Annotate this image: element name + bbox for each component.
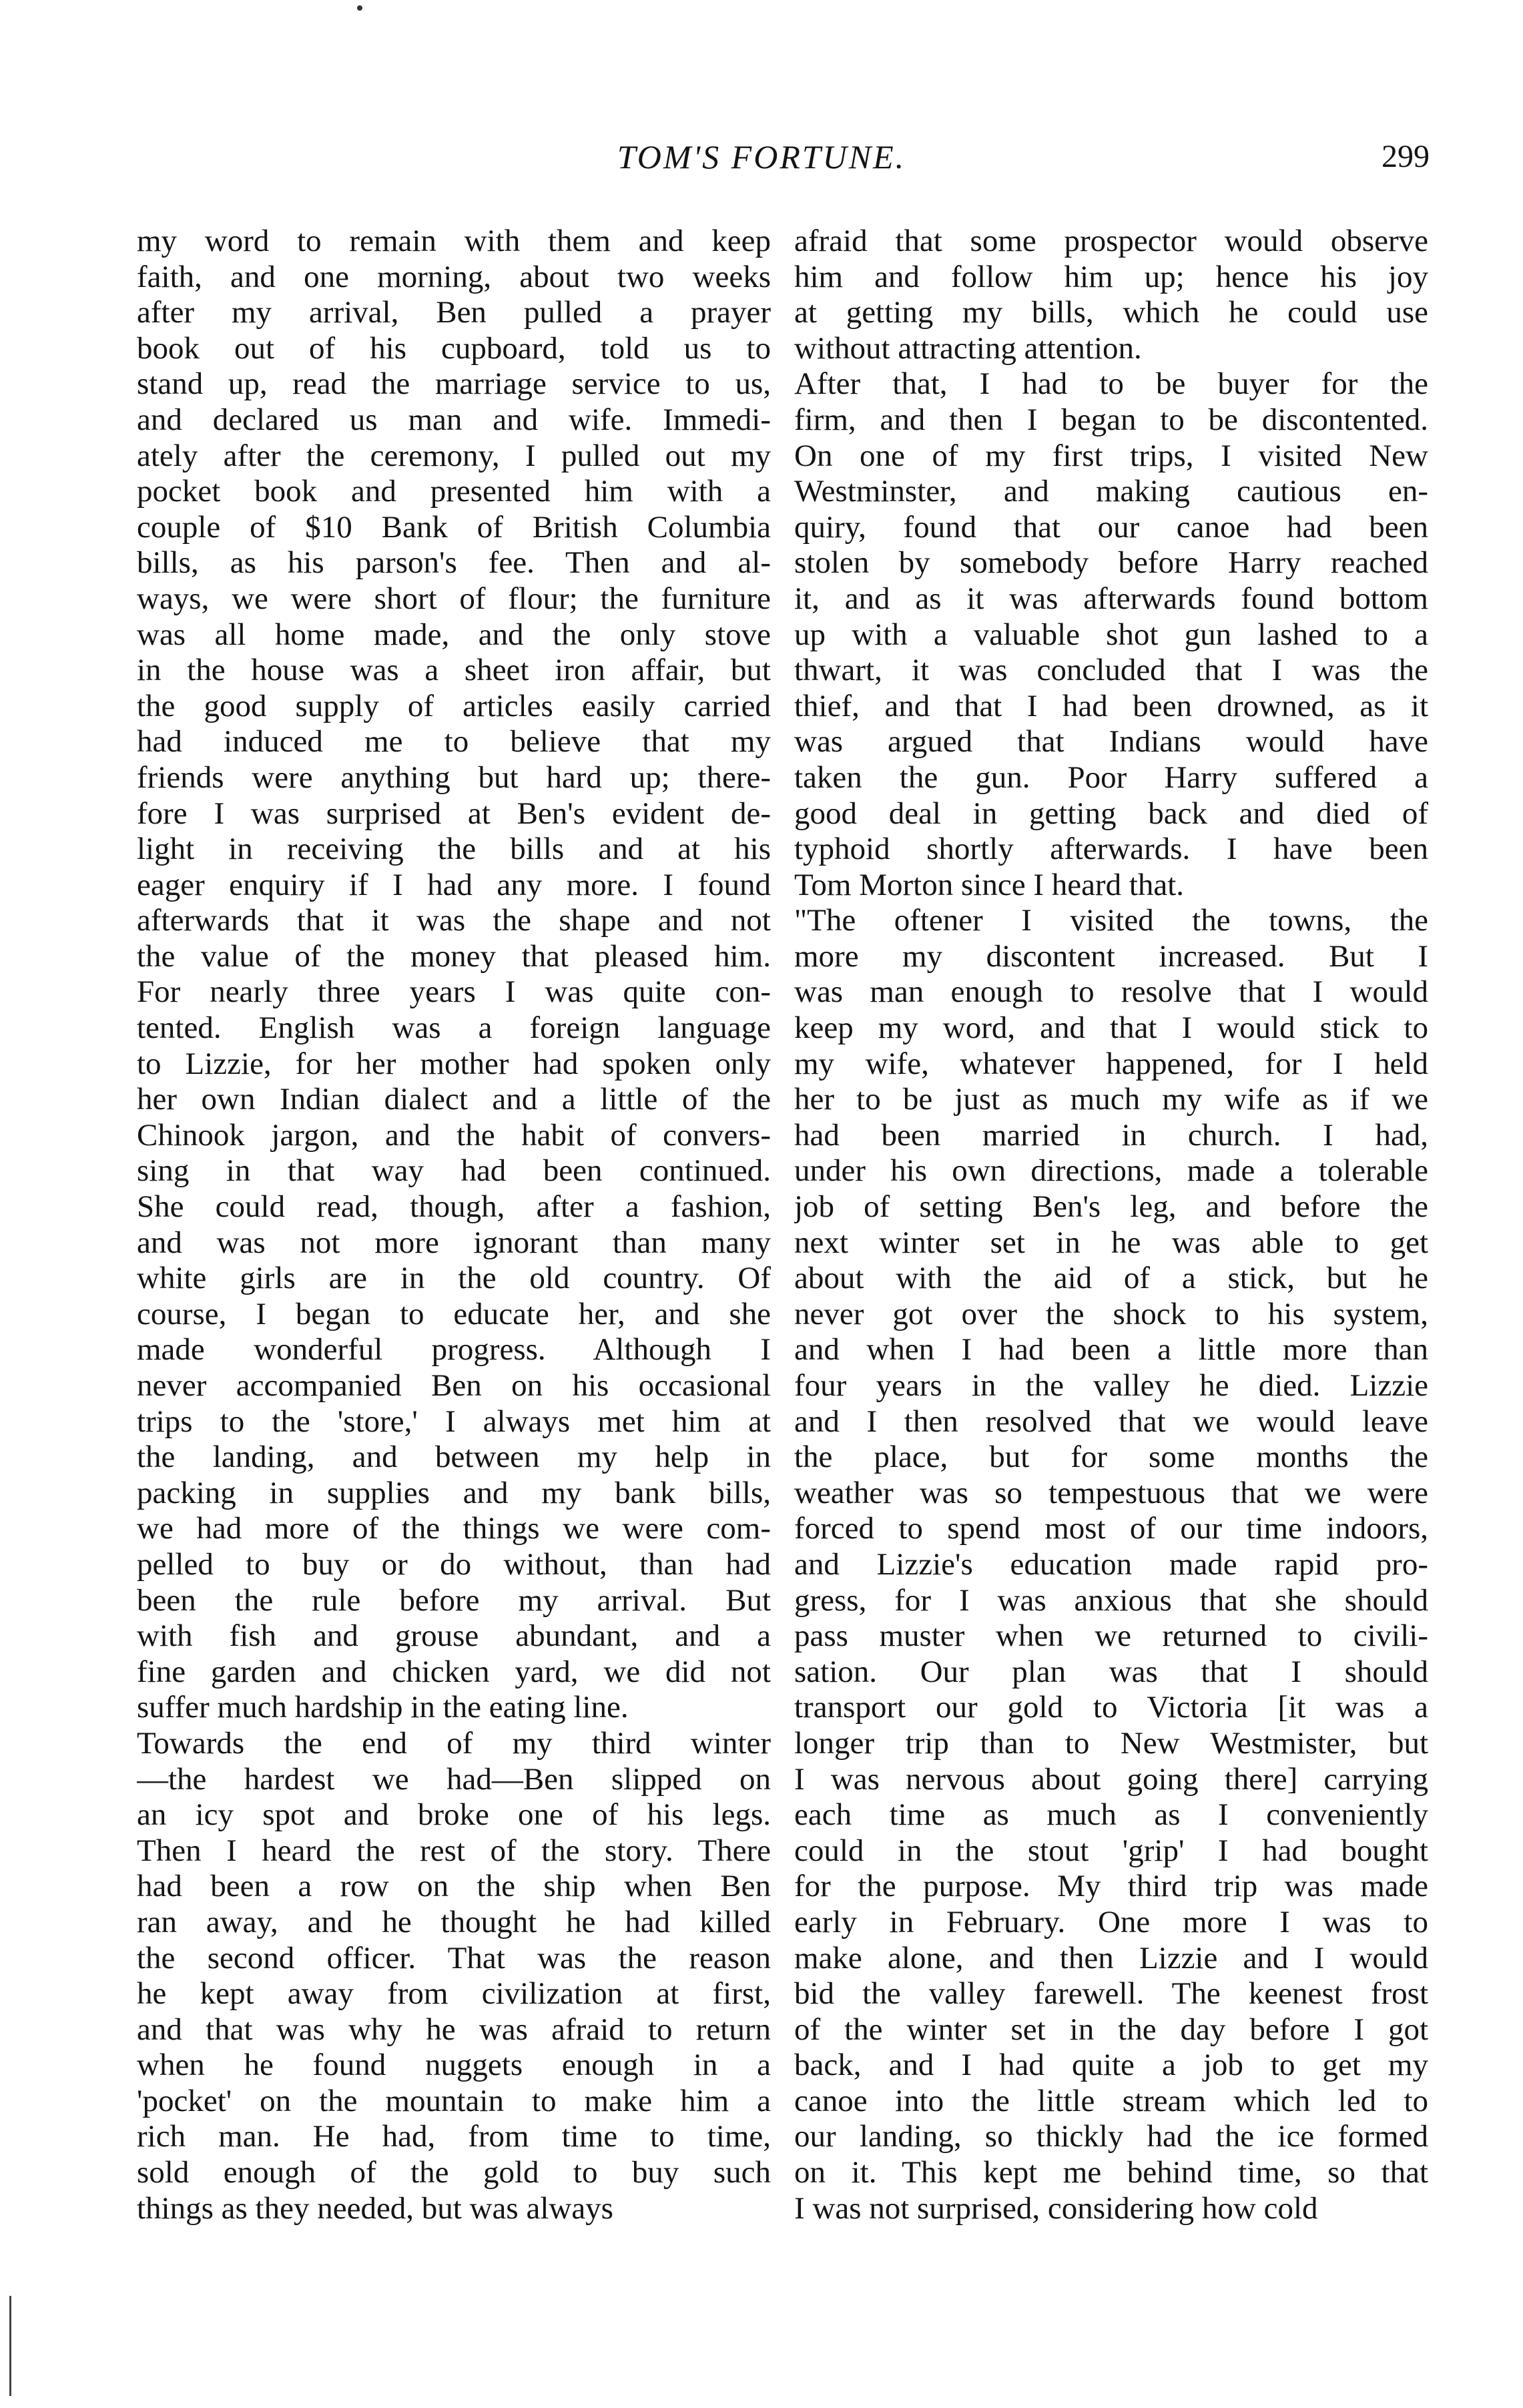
text-line: next winter set in he was able to get xyxy=(794,1225,1428,1260)
text-line: white girls are in the old country. Of xyxy=(137,1261,771,1296)
text-line: the good supply of articles easily carried xyxy=(137,688,771,723)
text-line: pass muster when we returned to civili- xyxy=(794,1618,1428,1654)
text-line: my word to remain with them and keep xyxy=(137,224,771,258)
text-line: at getting my bills, which he could use xyxy=(794,295,1428,330)
text-line: had induced me to believe that my xyxy=(137,724,771,760)
text-line: course, I began to educate her, and she xyxy=(137,1296,771,1331)
text-line: forced to spend most of our time indoors, xyxy=(794,1511,1428,1546)
right-column xyxy=(794,224,1428,2226)
text-line: back, and I had quite a job to get my xyxy=(794,2048,1428,2083)
text-line: pelled to buy or do without, than had xyxy=(137,1546,771,1582)
text-line: Westminster, and making cautious en- xyxy=(794,474,1428,509)
text-line: things as they needed, but was always xyxy=(137,2190,613,2226)
text-line: stand up, read the marriage service to us, xyxy=(137,366,771,402)
text-line: the second officer. That was the reason xyxy=(137,1940,771,1976)
text-line: friends were anything but hard up; there- xyxy=(137,760,771,795)
text-line: bills, as his parson's fee. Then and al- xyxy=(137,545,771,581)
text-line: Tom Morton since I heard that. xyxy=(794,867,1185,902)
text-line: more my discontent increased. But I xyxy=(794,938,1428,974)
text-line: afraid that some prospector would observe xyxy=(794,224,1428,258)
text-line: typhoid shortly afterwards. I have been xyxy=(794,832,1428,867)
text-line: Chinook jargon, and the habit of convers- xyxy=(137,1117,771,1153)
text-line: keep my word, and that I would stick to xyxy=(794,1010,1428,1046)
text-line: on it. This kept me behind time, so that xyxy=(794,2155,1428,2190)
text-line: 'pocket' on the mountain to make him a xyxy=(137,2083,771,2118)
text-line: packing in supplies and my bank bills, xyxy=(137,1475,771,1510)
text-line: had been a row on the ship when Ben xyxy=(137,1869,771,1904)
text-line: sation. Our plan was that I should xyxy=(794,1654,1428,1689)
text-line: each time as much as I conveniently xyxy=(794,1797,1428,1833)
text-line: about with the aid of a stick, but he xyxy=(794,1261,1428,1296)
text-line: an icy spot and broke one of his legs. xyxy=(137,1797,771,1833)
text-line: was argued that Indians would have xyxy=(794,724,1428,760)
text-line: her own Indian dialect and a little of the xyxy=(137,1082,771,1117)
text-line: thwart, it was concluded that I was the xyxy=(794,653,1428,688)
text-line: and declared us man and wife. Immedi- xyxy=(137,402,771,437)
text-line: up with a valuable shot gun lashed to a xyxy=(794,617,1428,652)
text-line: suffer much hardship in the eating line. xyxy=(137,1690,629,1725)
text-line: never accompanied Ben on his occasional xyxy=(137,1368,771,1403)
text-line: when he found nuggets enough in a xyxy=(137,2048,771,2083)
text-line: of the winter set in the day before I got xyxy=(794,2012,1428,2047)
text-line: bid the valley farewell. The keenest frost xyxy=(794,1976,1428,2012)
text-line: made wonderful progress. Although I xyxy=(137,1332,771,1368)
running-title: TOM'S FORTUNE. xyxy=(617,138,906,176)
text-line: and that was why he was afraid to return xyxy=(137,2012,771,2047)
left-column xyxy=(137,224,771,2226)
text-line: and was not more ignorant than many xyxy=(137,1225,771,1260)
text-line: longer trip than to New Westmister, but xyxy=(794,1725,1428,1761)
text-line: canoe into the little stream which led to xyxy=(794,2083,1428,2118)
text-line: On one of my first trips, I visited New xyxy=(794,438,1428,473)
text-line: good deal in getting back and died of xyxy=(794,796,1428,831)
text-line: he kept away from civilization at first, xyxy=(137,1976,771,2012)
text-line: thief, and that I had been drowned, as it xyxy=(794,688,1428,723)
text-line: trips to the 'store,' I always met him at xyxy=(137,1404,771,1439)
text-line: faith, and one morning, about two weeks xyxy=(137,259,771,294)
text-line: sing in that way had been continued. xyxy=(137,1153,771,1189)
text-line: was man enough to resolve that I would xyxy=(794,974,1428,1010)
text-line: the landing, and between my help in xyxy=(137,1440,771,1475)
text-line: and I then resolved that we would leave xyxy=(794,1404,1428,1439)
text-line: and when I had been a little more than xyxy=(794,1332,1428,1368)
text-line: sold enough of the gold to buy such xyxy=(137,2155,771,2190)
text-line: to Lizzie, for her mother had spoken only xyxy=(137,1046,771,1081)
text-line: quiry, found that our canoe had been xyxy=(794,509,1428,545)
text-line: pocket book and presented him with a xyxy=(137,474,771,509)
margin-rule xyxy=(9,2296,11,2396)
text-line: make alone, and then Lizzie and I would xyxy=(794,1940,1428,1976)
text-line: for the purpose. My third trip was made xyxy=(794,1869,1428,1904)
text-line: ran away, and he thought he had killed xyxy=(137,1904,771,1939)
text-line: job of setting Ben's leg, and before the xyxy=(794,1189,1428,1225)
text-line: She could read, though, after a fashion, xyxy=(137,1189,771,1225)
text-line: —the hardest we had—Ben slipped on xyxy=(137,1761,771,1797)
text-line: fore I was surprised at Ben's evident de- xyxy=(137,796,771,831)
text-line: after my arrival, Ben pulled a prayer xyxy=(137,295,771,330)
text-line: Then I heard the rest of the story. There xyxy=(137,1833,771,1868)
text-line: tented. English was a foreign language xyxy=(137,1010,771,1046)
text-line: had been married in church. I had, xyxy=(794,1117,1428,1153)
text-line: I was not surprised, considering how cold xyxy=(794,2190,1318,2226)
text-line: her to be just as much my wife as if we xyxy=(794,1082,1428,1117)
text-line: ways, we were short of flour; the furniture xyxy=(137,581,771,616)
text-line: For nearly three years I was quite con- xyxy=(137,974,771,1010)
text-line: and Lizzie's education made rapid pro- xyxy=(794,1546,1428,1582)
text-line: ately after the ceremony, I pulled out my xyxy=(137,438,771,473)
text-line: I was nervous about going there] carrying xyxy=(794,1761,1428,1797)
text-line: "The oftener I visited the towns, the xyxy=(794,903,1428,938)
ink-speck xyxy=(357,5,362,11)
text-line: with fish and grouse abundant, and a xyxy=(137,1618,771,1654)
text-line: weather was so tempestuous that we were xyxy=(794,1475,1428,1510)
text-line: Towards the end of my third winter xyxy=(137,1725,771,1761)
text-line: transport our gold to Victoria [it was a xyxy=(794,1690,1428,1725)
text-line: was all home made, and the only stove xyxy=(137,617,771,652)
text-line: the value of the money that pleased him. xyxy=(137,938,771,974)
text-line: couple of $10 Bank of British Columbia xyxy=(137,509,771,545)
page-header xyxy=(0,137,1523,190)
text-line: firm, and then I began to be discontented. xyxy=(794,402,1428,437)
text-line: light in receiving the bills and at his xyxy=(137,832,771,867)
text-line: the place, but for some months the xyxy=(794,1440,1428,1475)
text-line: under his own directions, made a tolerable xyxy=(794,1153,1428,1189)
text-line: After that, I had to be buyer for the xyxy=(794,366,1428,402)
text-line: our landing, so thickly had the ice formed xyxy=(794,2119,1428,2154)
text-line: gress, for I was anxious that she should xyxy=(794,1582,1428,1618)
text-line: could in the stout 'grip' I had bought xyxy=(794,1833,1428,1868)
text-line: afterwards that it was the shape and not xyxy=(137,903,771,938)
text-line: rich man. He had, from time to time, xyxy=(137,2119,771,2154)
text-line: taken the gun. Poor Harry suffered a xyxy=(794,760,1428,795)
text-line: eager enquiry if I had any more. I found xyxy=(137,867,771,902)
text-line: my wife, whatever happened, for I held xyxy=(794,1046,1428,1081)
text-line: book out of his cupboard, told us to xyxy=(137,330,771,366)
text-line: it, and as it was afterwards found bottom xyxy=(794,581,1428,616)
text-line: never got over the shock to his system, xyxy=(794,1296,1428,1331)
text-line: without attracting attention. xyxy=(794,330,1142,366)
text-line: early in February. One more I was to xyxy=(794,1904,1428,1939)
text-line: in the house was a sheet iron affair, but xyxy=(137,653,771,688)
text-line: we had more of the things we were com- xyxy=(137,1511,771,1546)
page-number: 299 xyxy=(1382,139,1430,174)
text-line: been the rule before my arrival. But xyxy=(137,1582,771,1618)
text-line: stolen by somebody before Harry reached xyxy=(794,545,1428,581)
text-line: four years in the valley he died. Lizzie xyxy=(794,1368,1428,1403)
text-line: him and follow him up; hence his joy xyxy=(794,259,1428,294)
text-line: fine garden and chicken yard, we did not xyxy=(137,1654,771,1689)
